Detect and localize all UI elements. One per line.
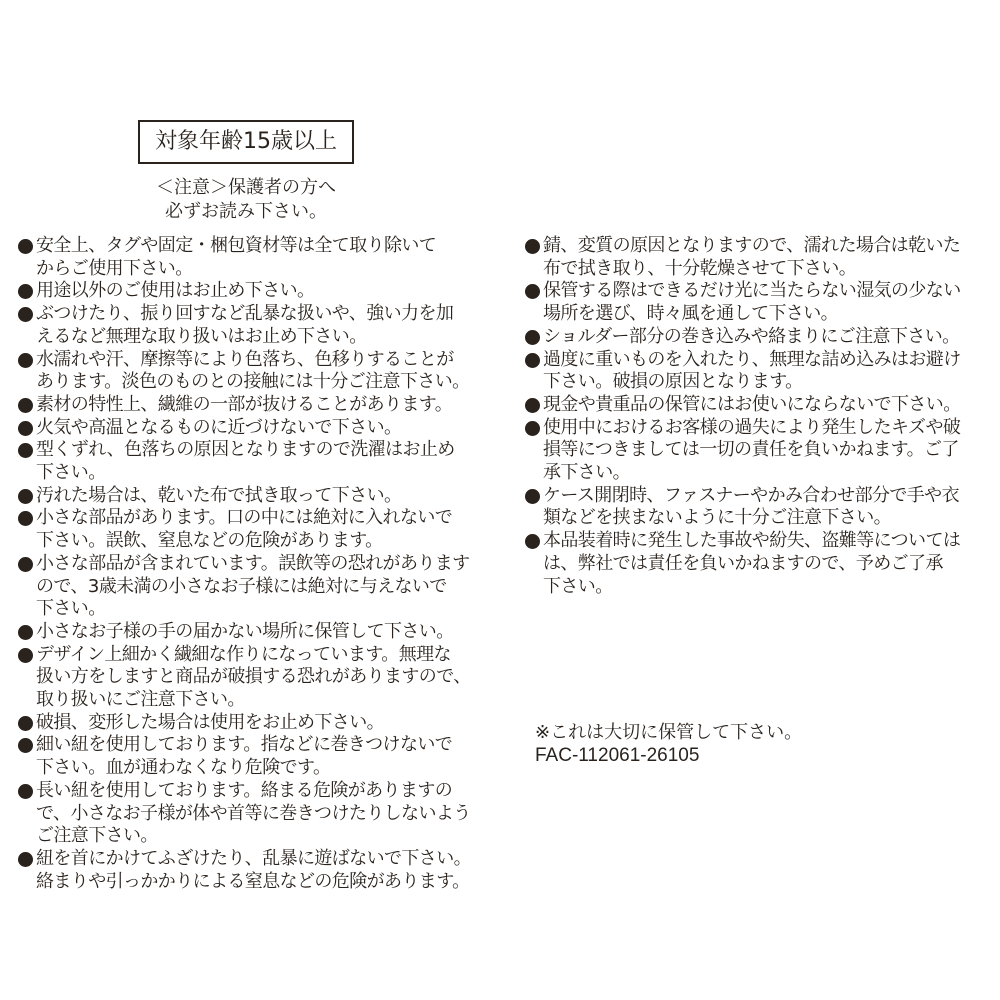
warning-item: [18, 734, 478, 779]
warning-item: [18, 417, 478, 440]
warning-text-line: 布で拭き取り、十分乾燥させて下さい。: [543, 257, 857, 279]
guardian-caution: [110, 176, 382, 224]
warning-text-line: 火気や高温となるものに近づけないで下さい。: [36, 416, 402, 438]
warning-item: [525, 394, 985, 417]
warning-text-line: 破損、変形した場合は使用をお止め下さい。: [36, 711, 384, 733]
warning-text-line: 類などを挟まないように十分ご注意下さい。: [543, 507, 891, 529]
warning-item: [18, 349, 478, 394]
warning-item: [18, 303, 478, 348]
bullet-icon: [18, 738, 33, 753]
warning-text-line: 紐を首にかけてふざけたり、乱暴に遊ばないで下さい。: [36, 847, 471, 869]
bullet-icon: [18, 421, 33, 436]
warning-text-line: 使用中におけるお客様の過失により発生したキズや破: [543, 416, 961, 438]
bullet-icon: [18, 784, 33, 799]
warning-text-line: ご注意下さい。: [36, 825, 158, 847]
warning-text-line: あります。淡色のものとの接触には十分ご注意下さい。: [36, 371, 470, 393]
bullet-icon: [525, 398, 540, 413]
bullet-icon: [525, 284, 540, 299]
warning-item: [18, 712, 478, 735]
bullet-icon: [525, 534, 540, 549]
warning-text-line: 型くずれ、色落ちの原因となりますので洗濯はお止め: [36, 439, 455, 461]
warning-text-line: 長い紐を使用しております。絡まる危険がありますの: [36, 779, 453, 801]
bullet-icon: [18, 648, 33, 663]
warning-text-line: 下さい。破損の原因となります。: [543, 371, 803, 393]
bullet-icon: [525, 330, 540, 345]
warning-item: [18, 507, 478, 552]
warning-item: [18, 485, 478, 508]
warning-text-line: 絡まりや引っかかりによる窒息などの危険があります。: [36, 870, 470, 892]
keep-notice: ※これは大切に保管して下さい。: [535, 722, 803, 743]
warning-text-line: ショルダー部分の巻き込みや絡まりにご注意下さい。: [543, 325, 960, 347]
warning-text-line: 現金や貴重品の保管にはお使いにならないで下さい。: [543, 393, 961, 415]
bullet-icon: [18, 716, 33, 731]
bullet-icon: [18, 489, 33, 504]
warning-item: [525, 280, 985, 325]
bullet-icon: [18, 511, 33, 526]
bullet-icon: [18, 398, 33, 413]
warning-text-line: ケース開閉時、ファスナーやかみ合わせ部分で手や衣: [543, 484, 959, 506]
warning-text-line: で、小さなお子様が体や首等に巻きつけたりしないよう: [36, 802, 471, 824]
warning-text-line: 承下さい。: [543, 462, 630, 484]
warning-item: [525, 235, 985, 280]
warning-text-line: ので、3歳未満の小さなお子様には絶対に与えないで: [36, 575, 447, 597]
warning-text-line: 小さな部品が含まれています。誤飲等の恐れがあります: [36, 552, 470, 574]
warning-text-line: 錆、変質の原因となりますので、濡れた場合は乾いた: [543, 235, 961, 256]
warning-item: [18, 394, 478, 417]
bullet-icon: [18, 557, 33, 572]
warning-text-line: 下さい。血が通わなくなり危険です。: [36, 757, 331, 779]
warning-item: [18, 235, 478, 280]
warning-text-line: デザイン上細かく繊細な作りになっています。無理な: [36, 643, 451, 665]
warning-text-line: 取り扱いにご注意下さい。: [36, 689, 245, 711]
warning-item: [525, 485, 985, 530]
bullet-icon: [18, 239, 33, 254]
warning-text-line: 細い紐を使用しております。指などに巻きつけないで: [36, 734, 453, 756]
warning-text-line: 下さい。: [36, 598, 106, 620]
warning-text-line: 汚れた場合は、乾いた布で拭き取って下さい。: [36, 484, 402, 506]
warning-item: [18, 644, 478, 712]
bullet-icon: [18, 284, 33, 299]
product-code: FAC-112061-26105: [535, 745, 700, 766]
warning-text-line: 扱い方をしますと商品が破損する恐れがありますので、: [36, 666, 471, 688]
caution-subheading: 必ずお読み下さい。: [165, 201, 327, 222]
bullet-icon: [18, 353, 33, 368]
bullet-icon: [525, 489, 540, 504]
bullet-icon: [18, 625, 33, 640]
bullet-icon: [525, 421, 540, 436]
warning-text-line: 素材の特性上、繊維の一部が抜けることがあります。: [36, 393, 453, 415]
warning-text-line: 用途以外のご使用はお止め下さい。: [36, 280, 315, 302]
caution-heading: ＜注意＞保護者の方へ: [156, 177, 336, 198]
target-age-label: 対象年齢15歳以上: [138, 120, 354, 164]
warning-item: [18, 553, 478, 621]
bullet-icon: [18, 852, 33, 867]
warning-item: [18, 439, 478, 484]
warning-text-line: 安全上、タグや固定・梱包資材等は全て取り除いて: [36, 235, 437, 256]
warning-text-line: 水濡れや汗、摩擦等により色落ち、色移りすることが: [36, 348, 454, 370]
bullet-icon: [18, 443, 33, 458]
warning-text-line: 下さい。: [36, 462, 106, 484]
warning-item: [525, 417, 985, 485]
warning-text-line: 場所を選び、時々風を通して下さい。: [543, 303, 839, 325]
warning-text-line: は、弊社では責任を負いかねますので、予めご了承: [543, 552, 943, 574]
bullet-icon: [525, 353, 540, 368]
warning-text-line: ぶつけたり、振り回すなど乱暴な扱いや、強い力を加: [36, 303, 454, 325]
warning-text-line: 保管する際はできるだけ光に当たらない湿気の少ない: [543, 280, 961, 302]
warning-text-line: 本品装着時に発生した事故や紛失、盗難等については: [543, 530, 961, 552]
warning-text-line: 下さい。: [543, 575, 613, 597]
warning-text-line: からご使用下さい。: [36, 257, 193, 279]
warning-item: [525, 326, 985, 349]
warning-text-line: 小さなお子様の手の届かない場所に保管して下さい。: [36, 620, 454, 642]
warning-item: [525, 349, 985, 394]
warning-item: [18, 280, 478, 303]
bullet-icon: [18, 307, 33, 322]
warning-item: [18, 780, 478, 848]
warning-text-line: 下さい。誤飲、窒息などの危険があります。: [36, 530, 383, 552]
bullet-icon: [525, 239, 540, 254]
warning-text-line: 過度に重いものを入れたり、無理な詰め込みはお避け: [543, 348, 961, 370]
warning-item: [525, 530, 985, 598]
warning-list-left: [18, 235, 478, 893]
warning-text-line: えるなど無理な取り扱いはお止め下さい。: [36, 325, 367, 347]
warning-text-line: 損等につきましては一切の責任を負いかねます。ご了: [543, 439, 959, 461]
warning-item: [18, 848, 478, 893]
warning-list-right: [525, 235, 985, 598]
warning-item: [18, 621, 478, 644]
warning-text-line: 小さな部品があります。口の中には絶対に入れないで: [36, 507, 453, 529]
